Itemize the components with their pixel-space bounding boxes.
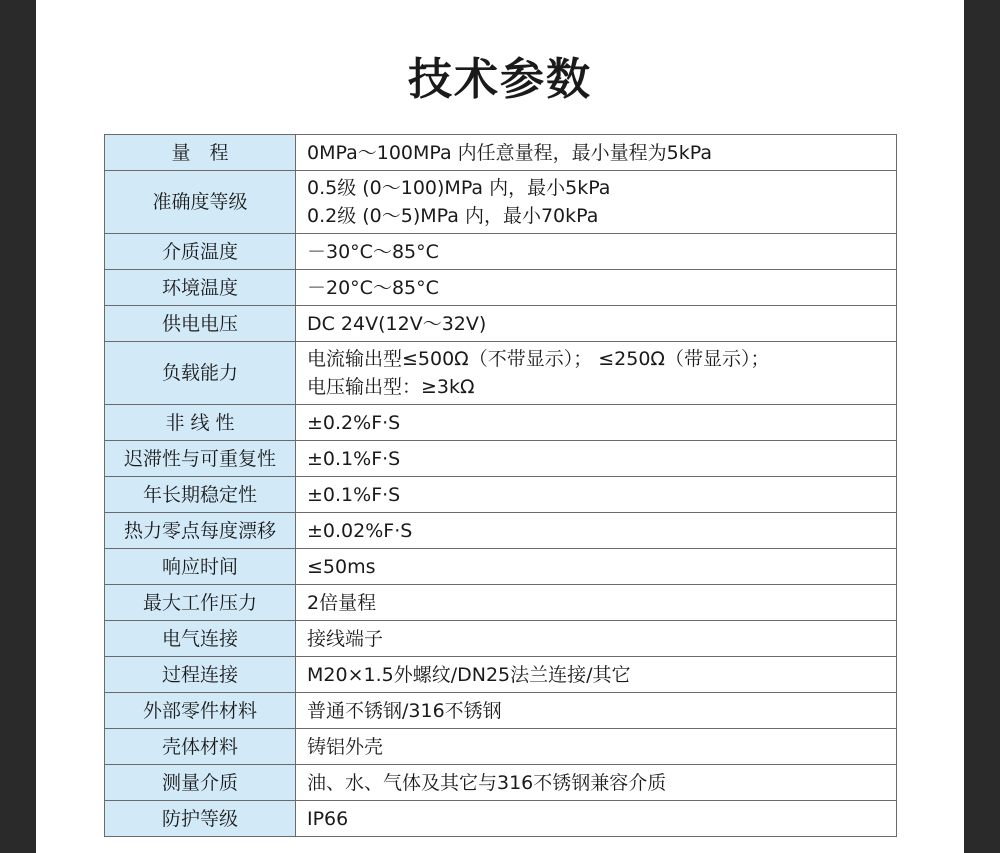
param-label: 迟滞性与可重复性: [105, 441, 296, 477]
param-label: 供电电压: [105, 306, 296, 342]
param-value-line: 2倍量程: [307, 591, 377, 614]
param-label: 准确度等级: [105, 171, 296, 234]
param-value-line: 0.2级 (0～5)MPa 内，最小70kPa: [307, 205, 599, 227]
table-row: [105, 405, 897, 441]
param-value-line: 铸铝外壳: [307, 735, 384, 758]
param-label: 响应时间: [105, 549, 296, 585]
param-value: [296, 405, 897, 441]
param-label: 外部零件材料: [105, 693, 296, 729]
param-value-line: ±0.02%F·S: [307, 519, 413, 542]
param-label: 过程连接: [105, 657, 296, 693]
param-value: [296, 549, 897, 585]
param-value: [296, 477, 897, 513]
param-label: 防护等级: [105, 801, 296, 837]
param-value-line: ±0.2%F·S: [307, 411, 401, 434]
param-label: 热力零点每度漂移: [105, 513, 296, 549]
table-row: [105, 729, 897, 765]
spec-table-body: [105, 135, 897, 837]
content-panel: [36, 0, 964, 853]
param-value: [296, 585, 897, 621]
param-value: [296, 729, 897, 765]
param-value-line: DC 24V(12V～32V): [307, 312, 487, 335]
param-value-line: 接线端子: [307, 627, 384, 650]
param-value: [296, 513, 897, 549]
table-row: [105, 765, 897, 801]
param-label: 量 程: [105, 135, 296, 171]
page-title: 技术参数: [408, 54, 592, 105]
param-value-line: ±0.1%F·S: [307, 447, 401, 470]
param-label: 负载能力: [105, 342, 296, 405]
param-value: [296, 765, 897, 801]
param-value-line: 0MPa～100MPa 内任意量程，最小量程为5kPa: [307, 141, 713, 164]
param-label: 壳体材料: [105, 729, 296, 765]
table-row: [105, 801, 897, 837]
param-value-line: M20×1.5外螺纹/DN25法兰连接/其它: [307, 663, 631, 686]
table-row: [105, 441, 897, 477]
table-row: [105, 657, 897, 693]
param-value: [296, 171, 897, 234]
spec-table: [104, 134, 897, 837]
table-row: [105, 171, 897, 234]
param-value: [296, 693, 897, 729]
param-value: [296, 135, 897, 171]
param-label: 环境温度: [105, 270, 296, 306]
param-value: [296, 801, 897, 837]
param-label: 非 线 性: [105, 405, 296, 441]
param-value-line: －30°C～85°C: [307, 240, 439, 263]
param-value-line: ≤50ms: [307, 555, 376, 578]
param-value: [296, 270, 897, 306]
param-label: 最大工作压力: [105, 585, 296, 621]
table-row: [105, 549, 897, 585]
table-row: [105, 306, 897, 342]
table-row: [105, 621, 897, 657]
param-value-line: 电流输出型≤500Ω（不带显示）； ≤250Ω（带显示）；: [307, 348, 770, 370]
param-value: [296, 342, 897, 405]
param-value-line: 0.5级 (0～100)MPa 内，最小5kPa: [307, 177, 611, 199]
param-label: 介质温度: [105, 234, 296, 270]
table-row: [105, 270, 897, 306]
table-row: [105, 342, 897, 405]
table-row: [105, 513, 897, 549]
param-value-line: IP66: [307, 807, 349, 830]
table-row: [105, 585, 897, 621]
table-row: [105, 477, 897, 513]
param-value-line: 油、水、气体及其它与316不锈钢兼容介质: [307, 771, 667, 794]
param-label: 测量介质: [105, 765, 296, 801]
param-label: 年长期稳定性: [105, 477, 296, 513]
param-value: [296, 441, 897, 477]
param-label: 电气连接: [105, 621, 296, 657]
param-value: [296, 657, 897, 693]
table-row: [105, 234, 897, 270]
table-row: [105, 693, 897, 729]
param-value-line: －20°C～85°C: [307, 276, 439, 299]
param-value-line: 电压输出型：≥3kΩ: [307, 376, 475, 398]
param-value: [296, 621, 897, 657]
param-value: [296, 234, 897, 270]
param-value: [296, 306, 897, 342]
param-value-line: ±0.1%F·S: [307, 483, 401, 506]
param-value-line: 普通不锈钢/316不锈钢: [307, 699, 502, 722]
table-row: [105, 135, 897, 171]
